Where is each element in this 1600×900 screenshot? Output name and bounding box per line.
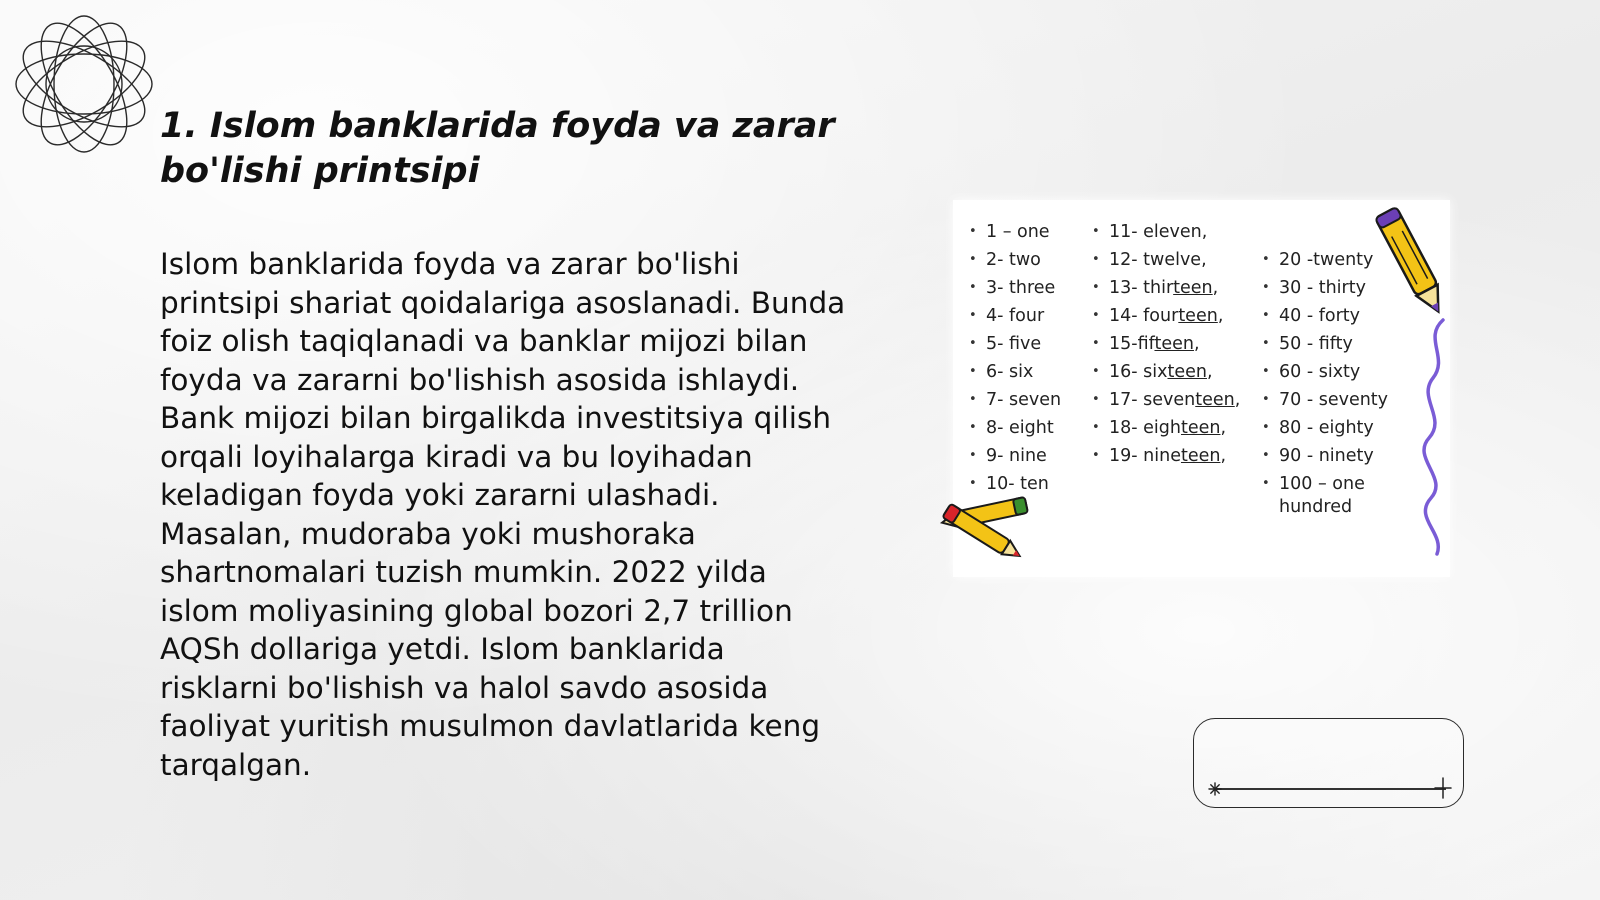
list-item (1092, 442, 1240, 470)
list-item: • 40 - forty (1262, 302, 1394, 330)
teen-suffix: teen (1195, 390, 1235, 410)
crosshair-icon (1432, 777, 1454, 799)
list-item (1092, 414, 1240, 442)
squiggle-line-icon (1419, 318, 1453, 556)
list-item (1092, 386, 1240, 414)
list-item: • 1 – one (969, 218, 1061, 246)
teen-suffix: teen (1178, 306, 1218, 326)
list-item: • 5- five (969, 330, 1061, 358)
comma: , (1217, 306, 1224, 326)
crayon-icon (1372, 200, 1452, 325)
comma: , (1206, 362, 1213, 382)
list-item: • 10- ten (969, 470, 1061, 498)
teen-suffix: teen (1167, 362, 1207, 382)
list-item: • 70 - seventy (1262, 386, 1394, 414)
list-item (1092, 274, 1240, 302)
list-item: • 80 - eighty (1262, 414, 1394, 442)
comma: , (1220, 418, 1227, 438)
number-word: 12- twelve, (1109, 250, 1207, 270)
numbers-column-1 (969, 218, 1061, 498)
slide-body-text: Islom banklarida foyda va zarar bo'lishi printsipi shariat qoidalariga asoslanadi. Bunda foiz olish taqiqlanadi va banklar mijozi bilan foyda va zararni bo'lishish asosida ishlaydi. Bank mijozi bilan birgalikda investitsiya qilish orqali loyihalarga kiradi va bu loyihadan keladigan foyda yoki zararni ulashadi. Masalan, mudoraba yoki mushoraka shartnomalari tuzish mumkin. 2022 yilda islom moliyasining global bozori 2,7 trillion AQSh dollariga yetdi. Islom banklarida risklarni bo'lishish va halol savdo asosida faoliyat yuritish musulmon davlatlarida keng tarqalgan. (160, 247, 846, 782)
sparkle-icon (1208, 782, 1222, 796)
number-word: 16- six (1109, 362, 1168, 382)
list-item: • 7- seven (969, 386, 1061, 414)
list-item: • 9- nine (969, 442, 1061, 470)
number-word: 19- nine (1109, 446, 1181, 466)
list-item (1092, 246, 1240, 274)
list-item: • 4- four (969, 302, 1061, 330)
list-item (1092, 302, 1240, 330)
number-word: 11- eleven, (1109, 222, 1208, 242)
list-item: • 100 – one hundred (1262, 470, 1394, 519)
numbers-vocabulary-image (953, 200, 1450, 577)
number-word: 18- eigh (1109, 418, 1181, 438)
teen-suffix: teen (1180, 446, 1221, 466)
comma: , (1234, 390, 1241, 410)
list-item (1092, 218, 1240, 246)
list-item: • 6- six (969, 358, 1061, 386)
numbers-column-2 (1092, 218, 1240, 470)
decorative-line-box (1193, 718, 1464, 808)
decorative-orb-icon (10, 10, 158, 158)
list-item: • 30 - thirty (1262, 274, 1394, 302)
number-word: 13- thir (1109, 278, 1174, 298)
list-item: • 3- three (969, 274, 1061, 302)
list-item: • 50 - fifty (1262, 330, 1394, 358)
list-item: • 60 - sixty (1262, 358, 1394, 386)
number-word: 14- four (1109, 306, 1179, 326)
decorative-line (1214, 788, 1446, 790)
list-item (1092, 330, 1240, 358)
comma: , (1193, 334, 1200, 354)
comma: , (1212, 278, 1219, 298)
list-item: • 20 -twenty (1262, 246, 1394, 274)
slide-title: 1. Islom banklarida foyda va zarar bo'lishi printsipi (160, 106, 835, 191)
teen-suffix: teen (1154, 334, 1194, 354)
crossed-crayons-icon (931, 492, 1039, 572)
number-word: 17- seven (1109, 390, 1196, 410)
number-word: 15-fif (1109, 334, 1155, 354)
teen-suffix: teen (1180, 418, 1221, 438)
teen-suffix: teen (1173, 278, 1213, 298)
list-item (1092, 358, 1240, 386)
list-item: • 8- eight (969, 414, 1061, 442)
list-item: • 2- two (969, 246, 1061, 274)
list-item: • 90 - ninety (1262, 442, 1394, 470)
comma: , (1220, 446, 1227, 466)
